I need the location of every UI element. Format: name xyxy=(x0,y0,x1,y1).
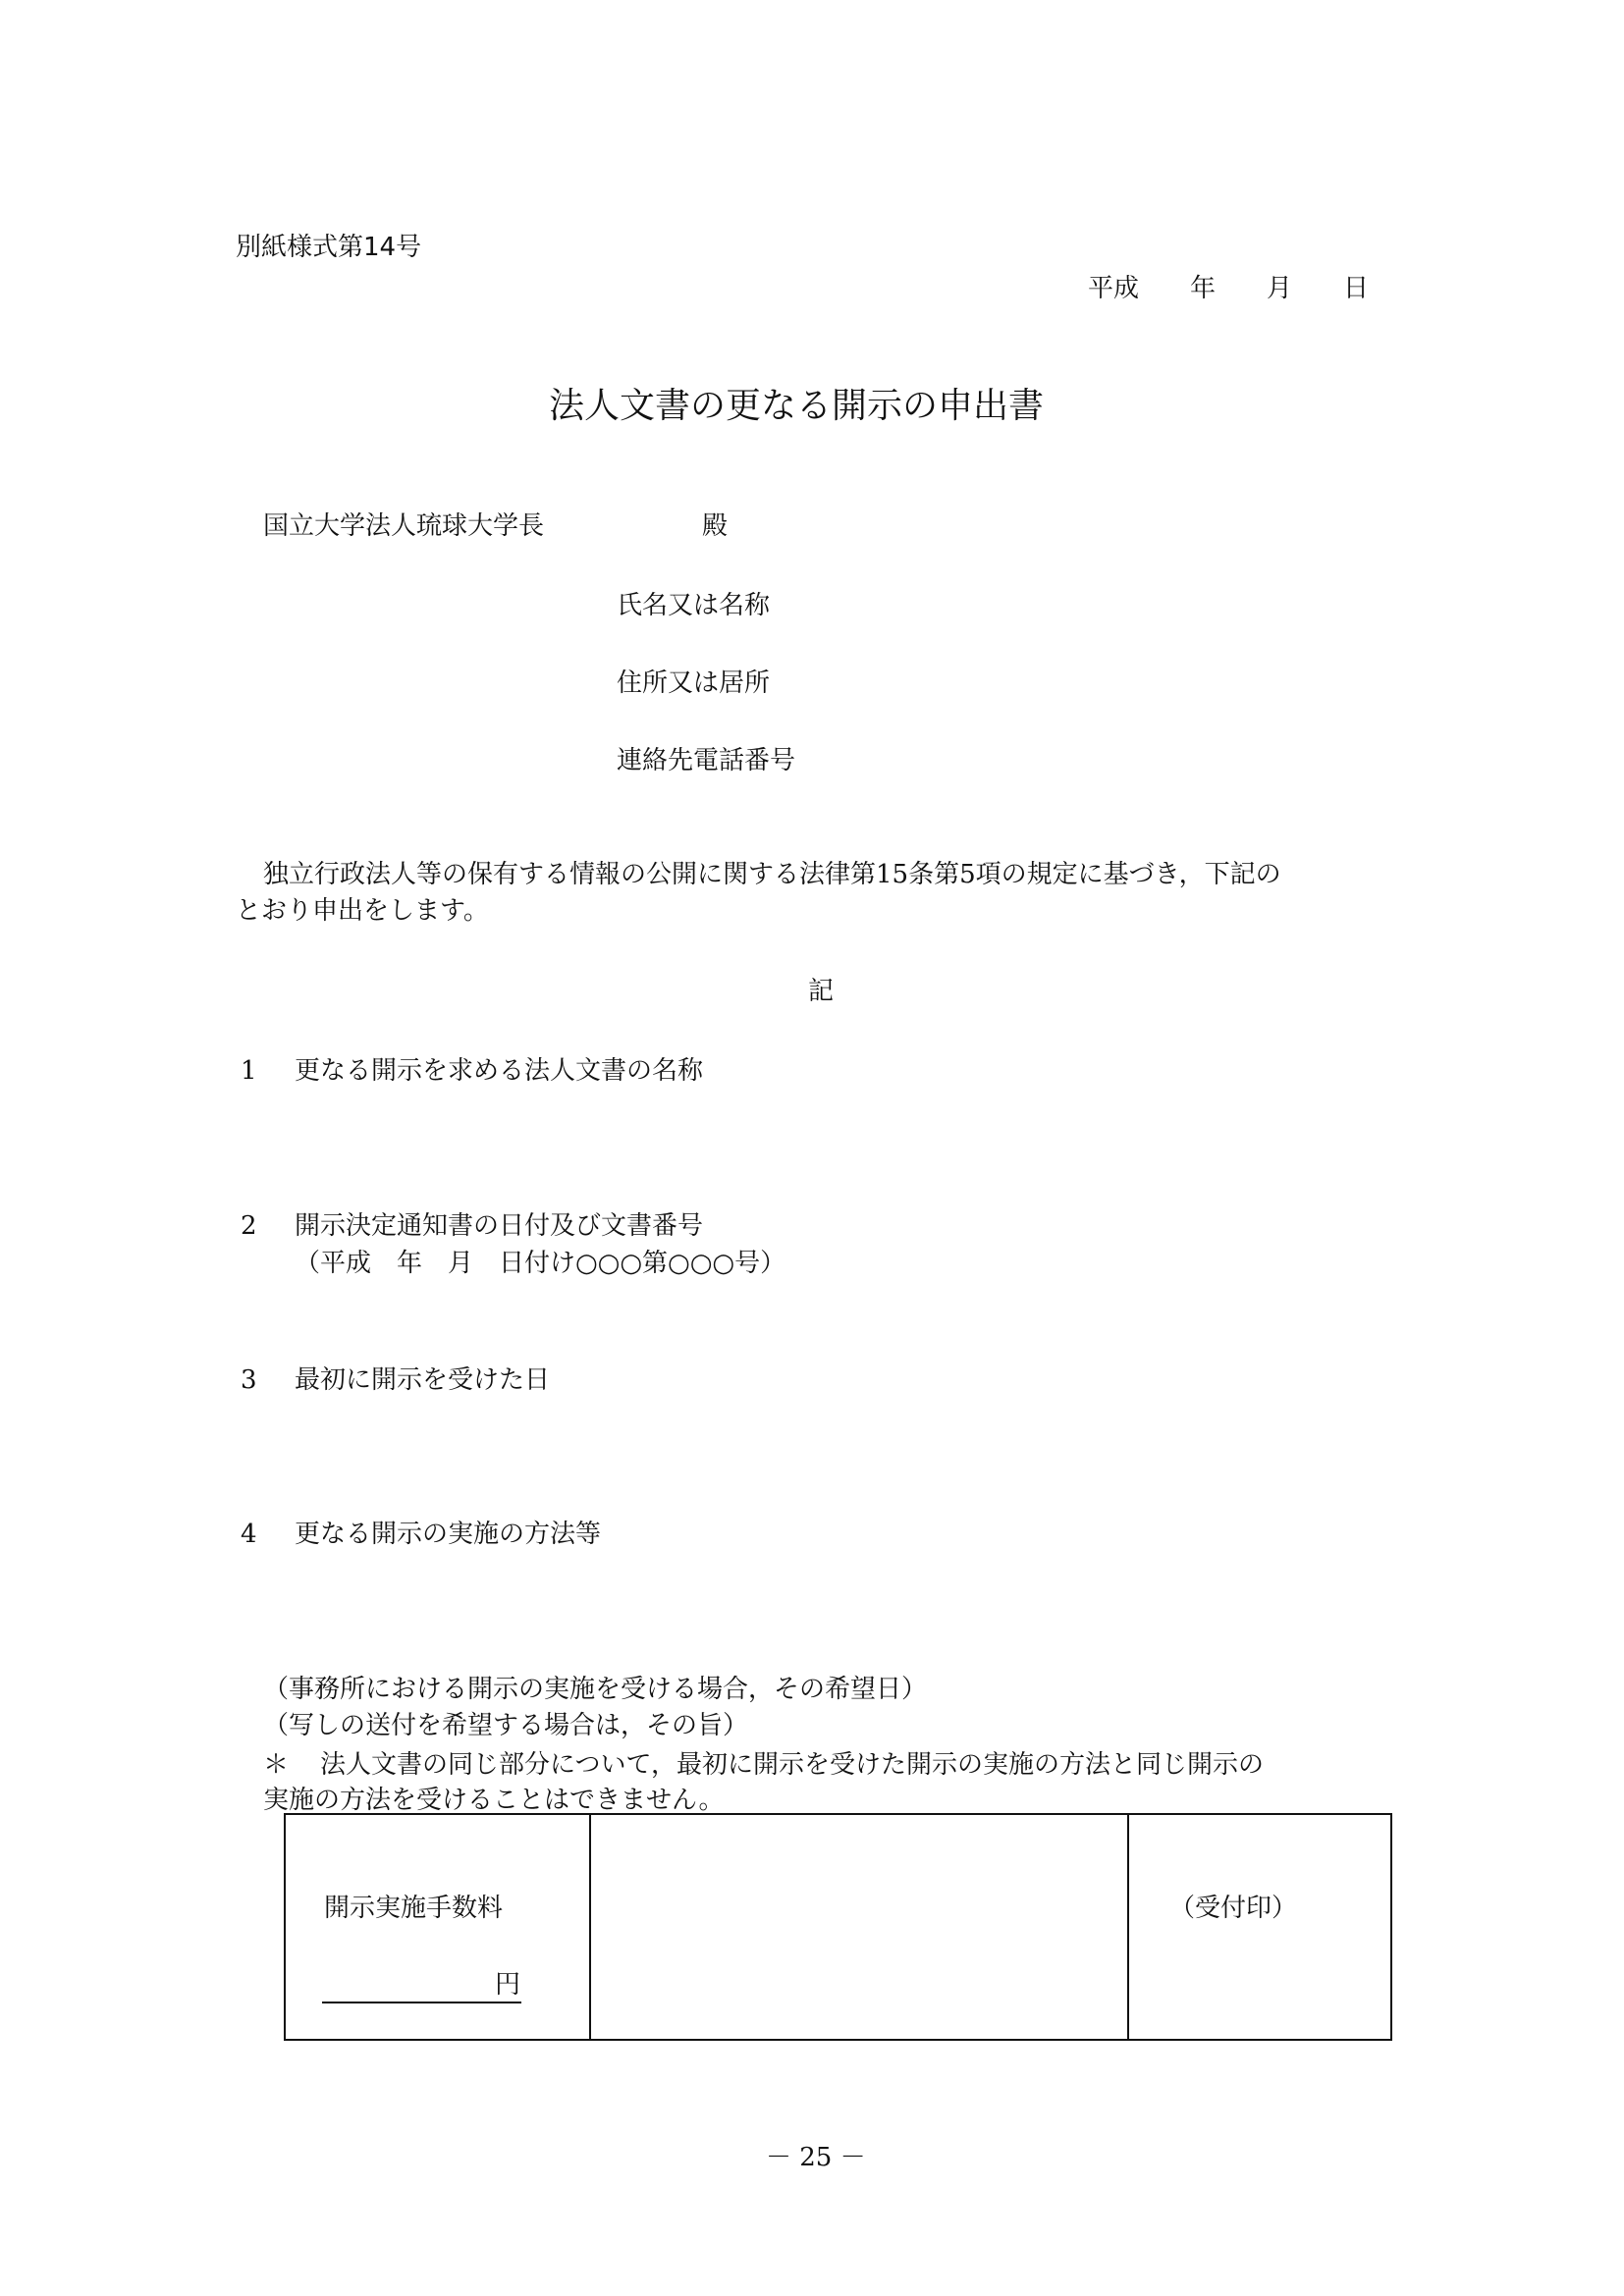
fee-label: 開示実施手数料 xyxy=(324,1894,504,1923)
caution-line-1: 法人文書の同じ部分について，最初に開示を受けた開示の実施の方法と同じ開示の xyxy=(320,1750,1264,1780)
item-2-label: 開示決定通知書の日付及び文書番号 xyxy=(295,1211,704,1241)
fee-amount-line xyxy=(322,2002,521,2003)
addressee-name: 国立大学法人琉球大学長 xyxy=(263,511,545,541)
item-4-number: 4 xyxy=(241,1520,257,1549)
applicant-name-field: 氏名又は名称 xyxy=(617,591,771,620)
item-1-number: 1 xyxy=(241,1056,257,1086)
form-number: 別紙様式第14号 xyxy=(236,233,422,262)
item-1-label: 更なる開示を求める法人文書の名称 xyxy=(295,1056,704,1086)
fee-table xyxy=(284,1813,1392,2041)
note-copy-delivery: （写しの送付を希望する場合は，その旨） xyxy=(263,1711,749,1740)
date-line: 平成 年 月 日 xyxy=(1088,274,1370,303)
ki-heading: 記 xyxy=(808,977,835,1006)
item-2-number: 2 xyxy=(241,1211,257,1241)
applicant-address-field: 住所又は居所 xyxy=(617,668,771,698)
item-4-label: 更なる開示の実施の方法等 xyxy=(295,1520,602,1549)
fee-yen: 円 xyxy=(495,1970,521,2000)
page-number: － 25 － xyxy=(766,2143,866,2172)
note-office-date: （事務所における開示の実施を受ける場合，その希望日） xyxy=(263,1675,928,1704)
fee-table-divider-2 xyxy=(1127,1815,1129,2039)
intro-line-2: とおり申出をします。 xyxy=(236,896,489,926)
intro-line-1: 独立行政法人等の保有する情報の公開に関する法律第15条第5項の規定に基づき，下記の xyxy=(263,860,1281,889)
stamp-label: （受付印） xyxy=(1169,1894,1298,1923)
fee-table-divider-1 xyxy=(589,1815,591,2039)
addressee-honorific: 殿 xyxy=(702,511,729,541)
item-3-number: 3 xyxy=(241,1365,257,1395)
item-3-label: 最初に開示を受けた日 xyxy=(295,1365,551,1395)
caution-line-2: 実施の方法を受けることはできません。 xyxy=(263,1786,725,1815)
item-2-sub: （平成 年 月 日付け○○○第○○○号） xyxy=(295,1249,786,1278)
caution-mark: ＊ xyxy=(263,1750,290,1780)
applicant-phone-field: 連絡先電話番号 xyxy=(617,746,796,775)
document-title: 法人文書の更なる開示の申出書 xyxy=(549,386,1045,426)
